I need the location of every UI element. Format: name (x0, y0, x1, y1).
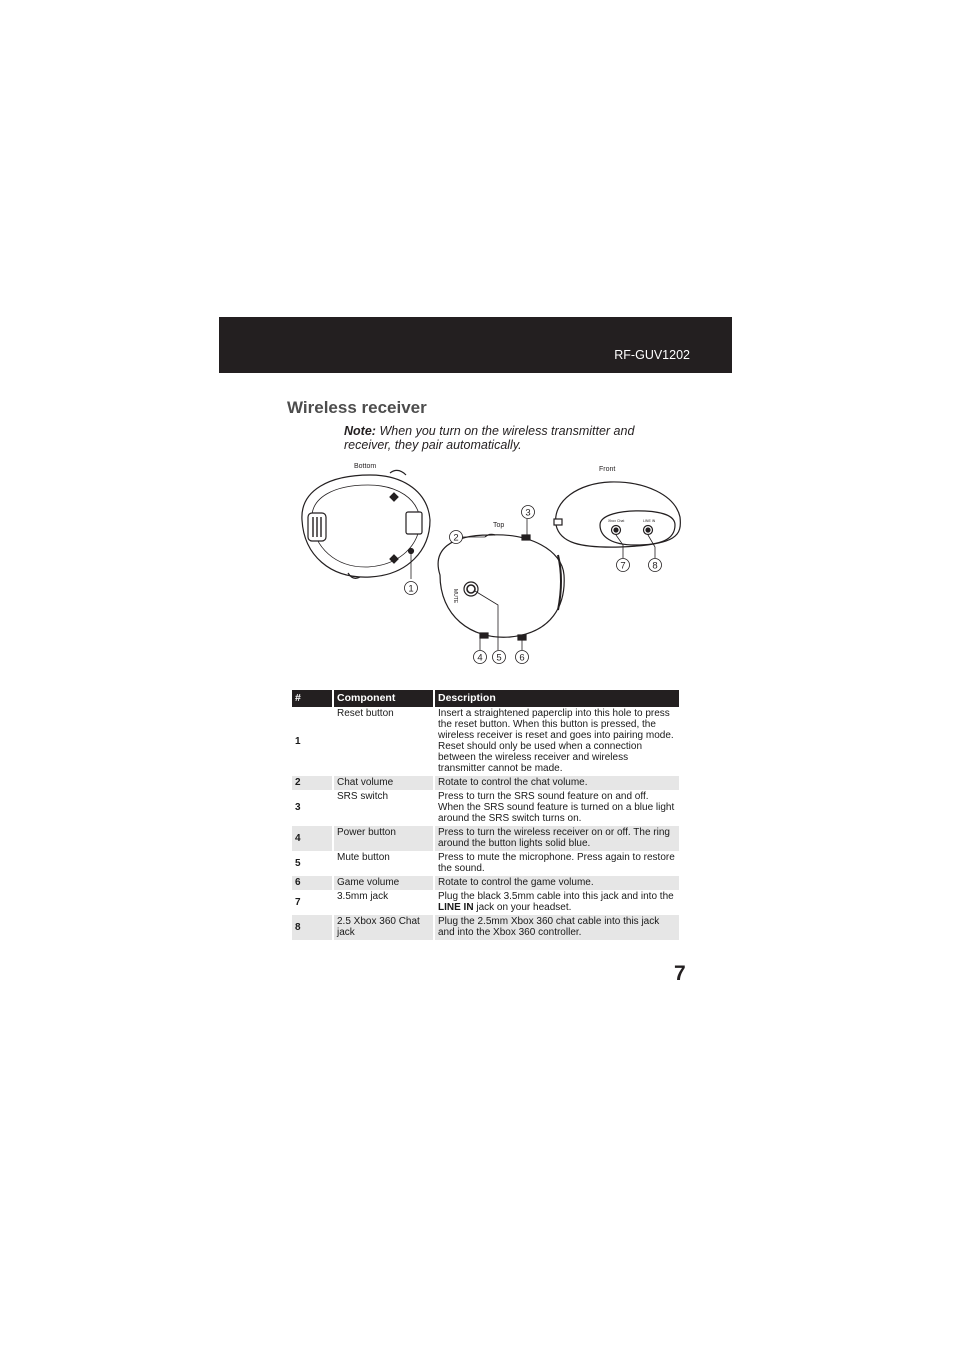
row-component: Power button (332, 826, 433, 851)
xbox-chat-label: Xbox Chat (608, 519, 625, 523)
row-number: 1 (295, 735, 301, 747)
row-component: 2.5 Xbox 360 Chat jack (332, 915, 433, 940)
row-description: Plug the 2.5mm Xbox 360 chat cable into this jack and into the Xbox 360 controller. (433, 915, 679, 940)
table-row (292, 851, 679, 876)
table-row (292, 790, 679, 826)
row-number: 5 (295, 857, 301, 869)
svg-text:2: 2 (453, 532, 459, 544)
row-description: Press to turn the wireless receiver on or off. The ring around the button lights solid blue. (433, 826, 679, 851)
row-component: Chat volume (332, 776, 433, 790)
row-description: Plug the black 3.5mm cable into this jack and into the LINE IN jack on your headset. (433, 890, 679, 915)
column-header-component: Component (332, 690, 433, 707)
row-component: Reset button (332, 707, 433, 776)
row-component: Mute button (332, 851, 433, 876)
note-label: Note: (344, 424, 376, 438)
callout-8 (649, 559, 662, 572)
header-bar (219, 317, 732, 373)
top-view-illustration (438, 534, 564, 640)
svg-text:1: 1 (408, 583, 414, 595)
row-description: Rotate to control the game volume. (433, 876, 679, 890)
page-number: 7 (674, 962, 686, 985)
row-component: SRS switch (332, 790, 433, 826)
table-header-row (292, 690, 679, 707)
row-description: Press to turn the SRS sound feature on and off. When the SRS sound feature is turned on a blue light around the SRS switch turns on. (433, 790, 679, 826)
note-text: When you turn on the wireless transmitter and receiver, they pair automatically. (344, 424, 635, 452)
table-row (292, 707, 679, 776)
component-table (292, 690, 679, 940)
callout-6 (516, 651, 529, 664)
row-number: 8 (292, 915, 332, 940)
front-label: Front (599, 466, 616, 473)
svg-text:8: 8 (652, 560, 658, 572)
section-title: Wireless receiver (287, 398, 427, 417)
note (344, 424, 684, 452)
column-header-number: # (292, 690, 332, 707)
svg-text:5: 5 (496, 652, 502, 664)
table-row (292, 890, 679, 915)
model-number: RF-GUV1202 (614, 348, 690, 362)
table-row (292, 776, 679, 790)
callout-4 (474, 651, 487, 664)
svg-text:3: 3 (525, 507, 531, 519)
callout-5 (493, 651, 506, 664)
row-number: 6 (292, 876, 332, 890)
line-in-label: LINE IN (643, 519, 656, 523)
row-component: Game volume (332, 876, 433, 890)
row-component: 3.5mm jack (332, 890, 433, 915)
svg-text:6: 6 (519, 652, 525, 664)
row-number: 2 (292, 776, 332, 790)
callout-2 (450, 531, 463, 544)
row-number: 4 (292, 826, 332, 851)
row-description: Press to mute the microphone. Press again to restore the sound. (433, 851, 679, 876)
callout-1 (405, 582, 418, 595)
bottom-label: Bottom (354, 463, 377, 470)
svg-text:4: 4 (477, 652, 483, 664)
callout-7 (617, 559, 630, 572)
line-in-emphasis: LINE IN (438, 902, 474, 913)
table-row (292, 826, 679, 851)
table-row (292, 915, 679, 940)
receiver-diagram (290, 455, 690, 670)
column-header-description: Description (433, 690, 679, 707)
svg-text:7: 7 (620, 560, 626, 572)
row-description: Rotate to control the chat volume. (433, 776, 679, 790)
callout-3 (522, 506, 535, 519)
row-number: 3 (295, 802, 301, 813)
row-number: 7 (295, 896, 301, 908)
top-label: Top (493, 522, 505, 529)
row-description: Insert a straightened paperclip into this hole to press the reset button. When this button is pressed, the wireless receiver is reset and goes into pairing mode. Reset should only be used when a connection between the wireless receiver and wireless transmitter cannot be made. (433, 707, 679, 776)
table-row (292, 876, 679, 890)
mute-label: MUTE (452, 589, 458, 604)
